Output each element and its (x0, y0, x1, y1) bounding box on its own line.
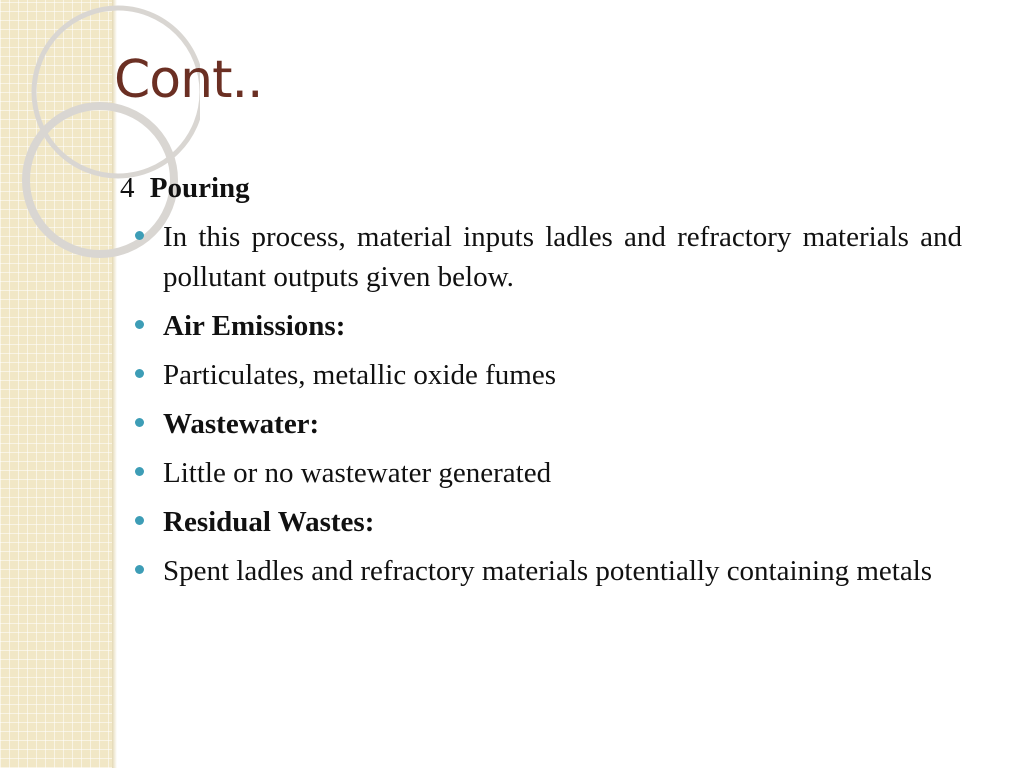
slide-content (120, 168, 962, 600)
list-item (120, 453, 962, 493)
bullet-dot-icon (135, 418, 144, 427)
bullet-list (120, 217, 962, 591)
list-item (120, 306, 962, 346)
bullet-dot-icon (135, 467, 144, 476)
bullet-text: Air Emissions: (163, 310, 346, 342)
bullet-text: Residual Wastes: (163, 506, 375, 538)
slide-title: Cont.. (114, 50, 263, 110)
bullet-text: Particulates, metallic oxide fumes (163, 359, 556, 391)
bullet-text: Spent ladles and refractory materials potentially containing metals (163, 555, 933, 587)
bullet-text: In this process, material inputs ladles and refractory materials and pollutant outputs given below. (163, 221, 962, 293)
list-item (120, 404, 962, 444)
list-item (120, 217, 962, 297)
list-item (120, 355, 962, 395)
bullet-dot-icon (135, 565, 144, 574)
bullet-text: Wastewater: (163, 408, 320, 440)
section-heading (120, 168, 962, 208)
list-item (120, 551, 962, 591)
bullet-dot-icon (135, 369, 144, 378)
list-item (120, 502, 962, 542)
bullet-dot-icon (135, 516, 144, 525)
bullet-dot-icon (135, 231, 144, 240)
bullet-text: Little or no wastewater generated (163, 457, 552, 489)
section-label: Pouring (149, 172, 250, 204)
bullet-dot-icon (135, 320, 144, 329)
section-number: 4 (120, 172, 135, 204)
